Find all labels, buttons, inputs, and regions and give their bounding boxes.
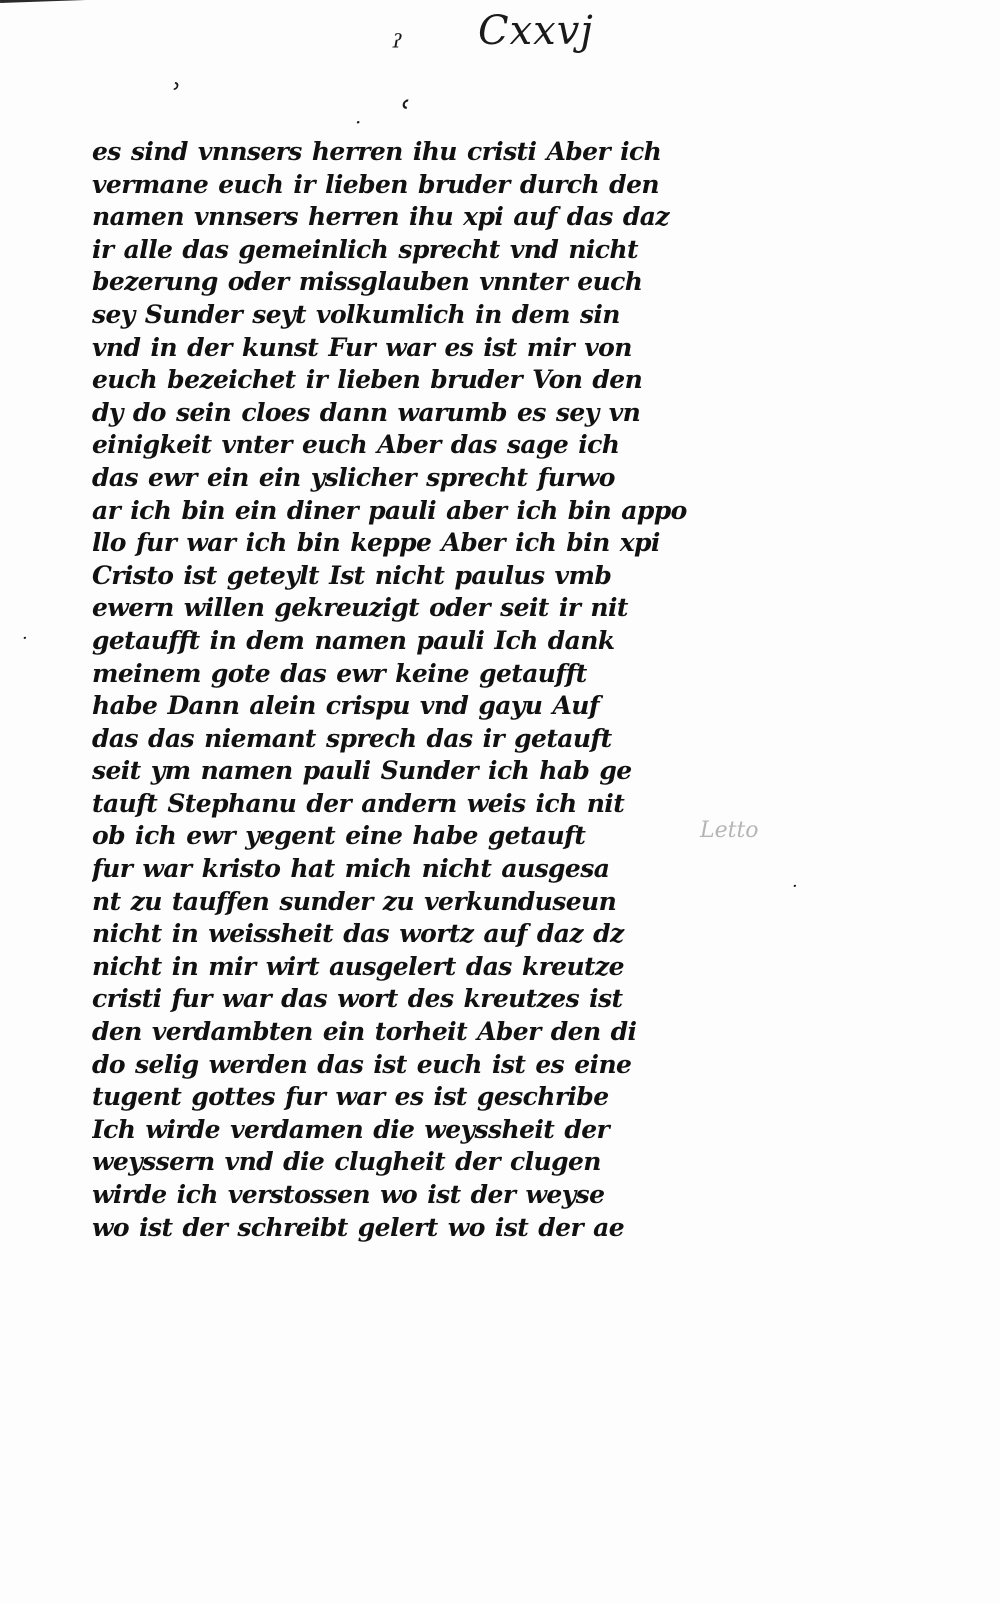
- text-line: ir alle das gemeinlich sprecht vnd nicht: [92, 234, 638, 264]
- text-line: habe Dann alein crispu vnd gayu Auf: [92, 691, 600, 721]
- text-line: nicht in mir wirt ausgelert das kreutze: [92, 951, 624, 981]
- text-line: es sind vnnsers herren ihu cristi Aber ich: [92, 137, 662, 166]
- text-line: seit ym namen pauli Sunder ich hab ge: [92, 756, 632, 786]
- text-line: den verdambten ein torheit Aber den di: [92, 1017, 637, 1047]
- text-line: vnd in der kunst Fur war es ist mir von: [92, 332, 632, 362]
- text-line: euch bezeichet ir lieben bruder Von den: [92, 365, 643, 395]
- text-line: tauft Stephanu der andern weis ich nit: [92, 788, 625, 818]
- text-line: nt zu tauffen sunder zu verkunduseun: [92, 886, 617, 916]
- text-line: getaufft in dem namen pauli Ich dank: [92, 625, 615, 655]
- text-line: das das niemant sprech das ir getauft: [92, 723, 612, 753]
- folio-number: Cxxvj: [478, 8, 594, 54]
- text-line: wo ist der schreibt gelert wo ist der ae: [92, 1212, 625, 1242]
- text-line: llo fur war ich bin keppe Aber ich bin xpi: [92, 528, 660, 558]
- ink-mark: ˓: [400, 86, 412, 127]
- page-edge-stroke: [0, 0, 330, 3]
- text-line: vermane euch ir lieben bruder durch den: [92, 169, 659, 199]
- text-line: weyssern vnd die clugheit der clugen: [92, 1147, 601, 1177]
- text-line: cristi fur war das wort des kreutzes ist: [92, 984, 623, 1014]
- text-line: dy do sein cloes dann warumb es sey vn: [92, 397, 641, 427]
- text-line: do selig werden das ist euch ist es eine: [92, 1049, 632, 1079]
- text-line: meinem gote das ewr keine getaufft: [92, 658, 587, 688]
- manuscript-text: [92, 136, 812, 1244]
- ink-mark: ˀ: [393, 28, 403, 68]
- text-line: ar ich bin ein diner pauli aber ich bin appo: [92, 495, 687, 525]
- ink-mark: ʾ: [170, 78, 180, 113]
- ink-mark: ·: [355, 110, 362, 134]
- text-line: fur war kristo hat mich nicht ausgesa: [92, 854, 610, 884]
- text-line: nicht in weissheit das wortz auf daz dz: [92, 919, 624, 949]
- text-line: wirde ich verstossen wo ist der weyse: [92, 1180, 605, 1209]
- text-line: bezerung oder missglauben vnnter euch: [92, 267, 643, 297]
- text-line: ewern willen gekreuzigt oder seit ir nit: [92, 593, 628, 623]
- text-line: namen vnnsers herren ihu xpi auf das daz: [92, 202, 669, 232]
- text-line: Cristo ist geteylt Ist nicht paulus vmb: [92, 560, 612, 590]
- text-line: das ewr ein ein yslicher sprecht furwo: [92, 462, 615, 492]
- text-line: Ich wirde verdamen die weyssheit der: [92, 1114, 610, 1144]
- text-line: einigkeit vnter euch Aber das sage ich: [92, 430, 620, 460]
- text-line: tugent gottes fur war es ist geschribe: [92, 1082, 609, 1112]
- ink-mark: ·: [22, 628, 28, 649]
- margin-note: Letto: [700, 818, 759, 843]
- text-line: ob ich ewr yegent eine habe getauft: [92, 821, 586, 851]
- ink-mark: ·: [792, 876, 798, 897]
- text-line: sey Sunder seyt volkumlich in dem sin: [92, 299, 620, 329]
